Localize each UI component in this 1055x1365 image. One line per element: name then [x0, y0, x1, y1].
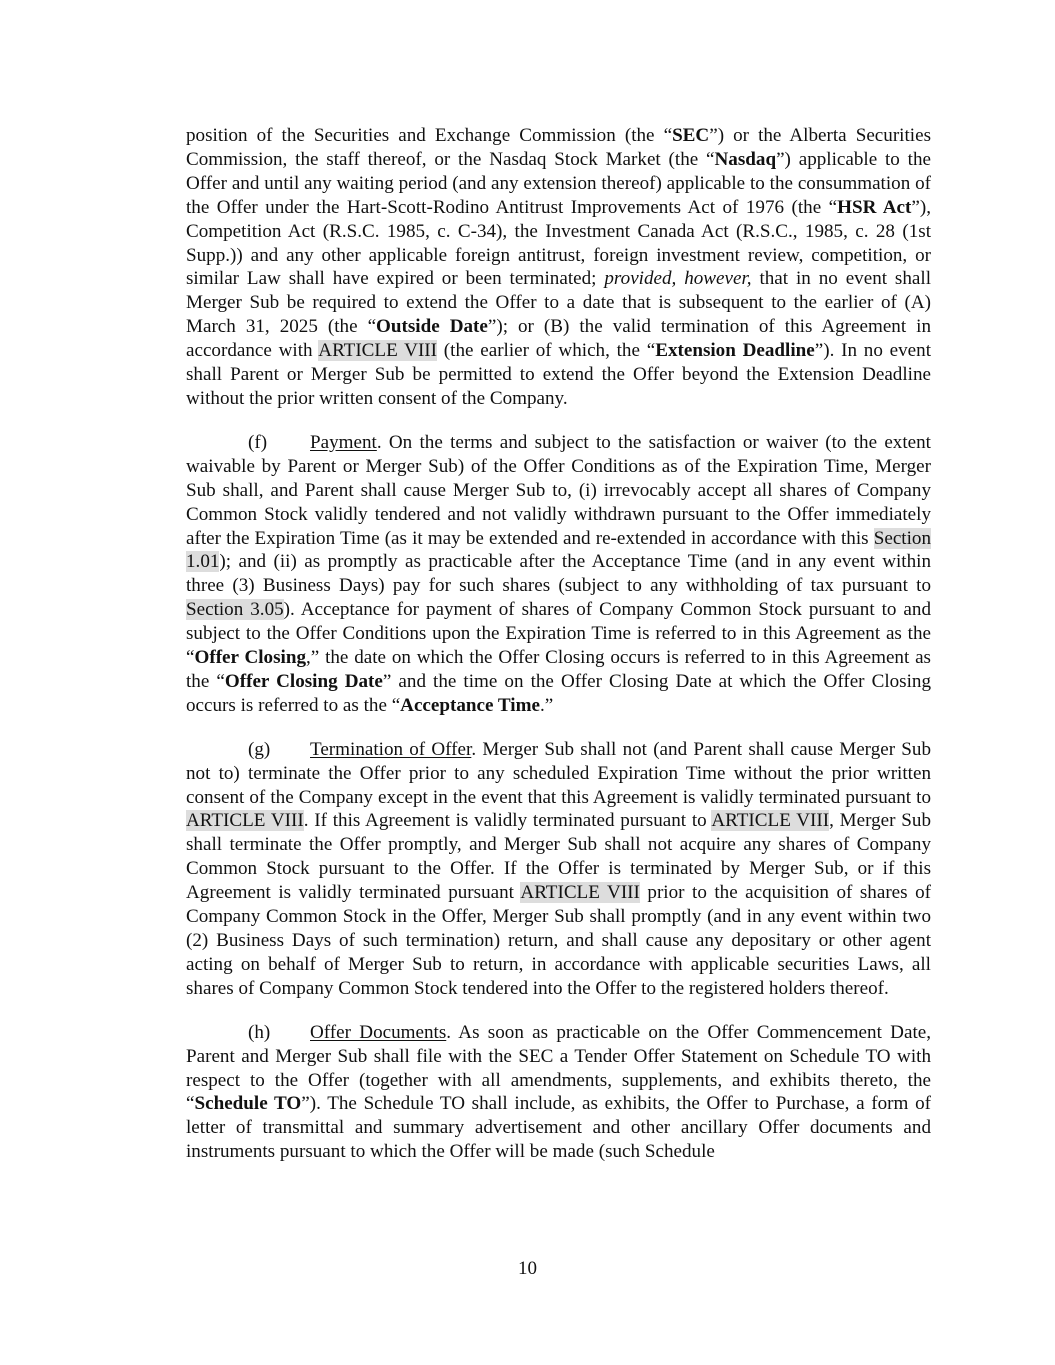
defined-term-offer-closing: Offer Closing — [194, 647, 307, 669]
defined-term-schedule-to: Schedule TO — [194, 1093, 302, 1115]
text: . As soon as practicable on the Offer Commencement Date, Parent and Merger Sub shall file with the SEC a Tender Offer Statement on Schedule TO with respect to the Offer (together with all amendments, supplements, and exhibits thereto, the “ — [186, 1021, 932, 1115]
text: ). Acceptance for payment of shares of Company Common Stock pursuant to and subject to the Offer Conditions upon the Expiration Time is referred to in this Agreement as the “ — [186, 599, 931, 669]
cross-reference-article-viii[interactable]: ARTICLE VIII — [318, 340, 438, 362]
text: ”), Competition Act (R.S.C. 1985, c. C-34), the Investment Canada Act (R.S.C., 1985, c. 28 (1st Supp.)) and any other applicable foreign antitrust, foreign investment review, competition, or similar Law shall have expired or been terminated; — [186, 196, 931, 290]
paragraph-f — [186, 431, 931, 718]
section-label: (f) — [248, 431, 268, 453]
text: position of the Securities and Exchange Commission (the “ — [186, 125, 673, 146]
paragraph-e-continuation — [186, 124, 931, 411]
defined-term-offer-closing-date: Offer Closing Date — [224, 670, 383, 692]
text: prior to the acquisition of shares of Company Common Stock in the Offer, Merger Sub shall promptly (and in any event within two (2) Business Days of such termination) return, and shall cause any depositary or other agent acting on behalf of Merger Sub to return, in accordance with applicable securities Laws, all shares of Company Common Stock tendered into the Offer to the registered holders thereof. — [186, 882, 931, 999]
text: . If this Agreement is validly terminated pursuant to — [303, 810, 712, 832]
section-heading-payment: Payment — [310, 431, 377, 453]
cross-reference-section-1-01[interactable]: Section 1.01 — [186, 527, 931, 573]
text: ,” the date on which the Offer Closing occurs is referred to in this Agreement as the “ — [186, 647, 931, 692]
text: . Merger Sub shall not (and Parent shall cause Merger Sub not to) terminate the Offer prior to any scheduled Expiration Time without the prior written consent of the Company except in the event that this Agreement is validly terminated pursuant to — [186, 738, 931, 808]
section-label: (g) — [248, 738, 271, 760]
defined-term-sec: SEC — [672, 125, 710, 146]
text: that in no event shall Merger Sub be required to extend the Offer to a date that is subsequent to the earlier of (A) March 31, 2025 (the “ — [186, 268, 931, 338]
text: ”) applicable to the Offer and until any waiting period (and any extension thereof) applicable to the consummation of the Offer under the Hart-Scott-Rodino Antitrust Improvements Act of 1976 (the “ — [186, 148, 931, 218]
paragraph-h — [186, 1021, 931, 1164]
text: ” and the time on the Offer Closing Date at which the Offer Closing occurs is referred to as the “ — [186, 670, 932, 716]
text: ”) or the Alberta Securities Commission, the staff thereof, or the Nasdaq Stock Market (the “ — [186, 125, 931, 170]
paragraph-g — [186, 738, 931, 1001]
defined-term-acceptance-time: Acceptance Time — [400, 694, 540, 716]
text: ”). The Schedule TO shall include, as exhibits, the Offer to Purchase, a form of letter of transmittal and summary advertisement and other ancillary Offer documents and instruments pursuant to which the Offer will be made (such Schedule — [186, 1093, 931, 1163]
section-heading-termination-of-offer: Termination of Offer — [310, 738, 472, 760]
text: ”). In no event shall Parent or Merger Sub be permitted to extend the Offer beyond the Extension Deadline without the prior written consent of the Company. — [186, 340, 931, 409]
cross-reference-article-viii[interactable]: ARTICLE VIII — [186, 810, 304, 832]
text: .” — [539, 694, 554, 716]
section-heading-offer-documents: Offer Documents — [310, 1021, 447, 1043]
defined-term-nasdaq: Nasdaq — [714, 148, 777, 170]
section-label: (h) — [248, 1021, 271, 1043]
page-number: 10 — [518, 1258, 537, 1279]
defined-term-outside-date: Outside Date — [376, 316, 488, 338]
cross-reference-article-viii[interactable]: ARTICLE VIII — [711, 810, 830, 832]
cross-reference-article-viii[interactable]: ARTICLE VIII — [520, 882, 640, 904]
proviso-italic: provided, however, — [604, 268, 752, 290]
text: , Merger Sub shall terminate the Offer promptly, and Merger Sub shall not acquire any shares of Company Common Stock pursuant to the Offer. If the Offer is terminated by Merger Sub, or if this Agreement is validly terminated pursuant — [186, 810, 931, 904]
text: ); and (ii) as promptly as practicable after the Acceptance Time (and in any event within three (3) Business Days) pay for such shares (subject to any withholding of tax pursuant to — [186, 551, 931, 597]
cross-reference-section-3-05[interactable]: Section 3.05 — [186, 599, 284, 621]
defined-term-extension-deadline: Extension Deadline — [655, 340, 815, 362]
text: (the earlier of which, the “ — [437, 340, 656, 362]
document-body — [186, 124, 931, 1184]
defined-term-hsr-act: HSR Act — [837, 196, 912, 218]
text: ”); or (B) the valid termination of this Agreement in accordance with — [186, 316, 931, 362]
text: . On the terms and subject to the satisfaction or waiver (to the extent waivable by Parent or Merger Sub) of the Offer Conditions as of the Expiration Time, Merger Sub shall, and Parent shall cause Merger Sub to, (i) irrevocably accept all shares of Company Common Stock validly tendered and not validly withdrawn pursuant to the Offer immediately after the Expiration Time (as it may be extended and re-extended in accordance with this — [186, 431, 931, 549]
